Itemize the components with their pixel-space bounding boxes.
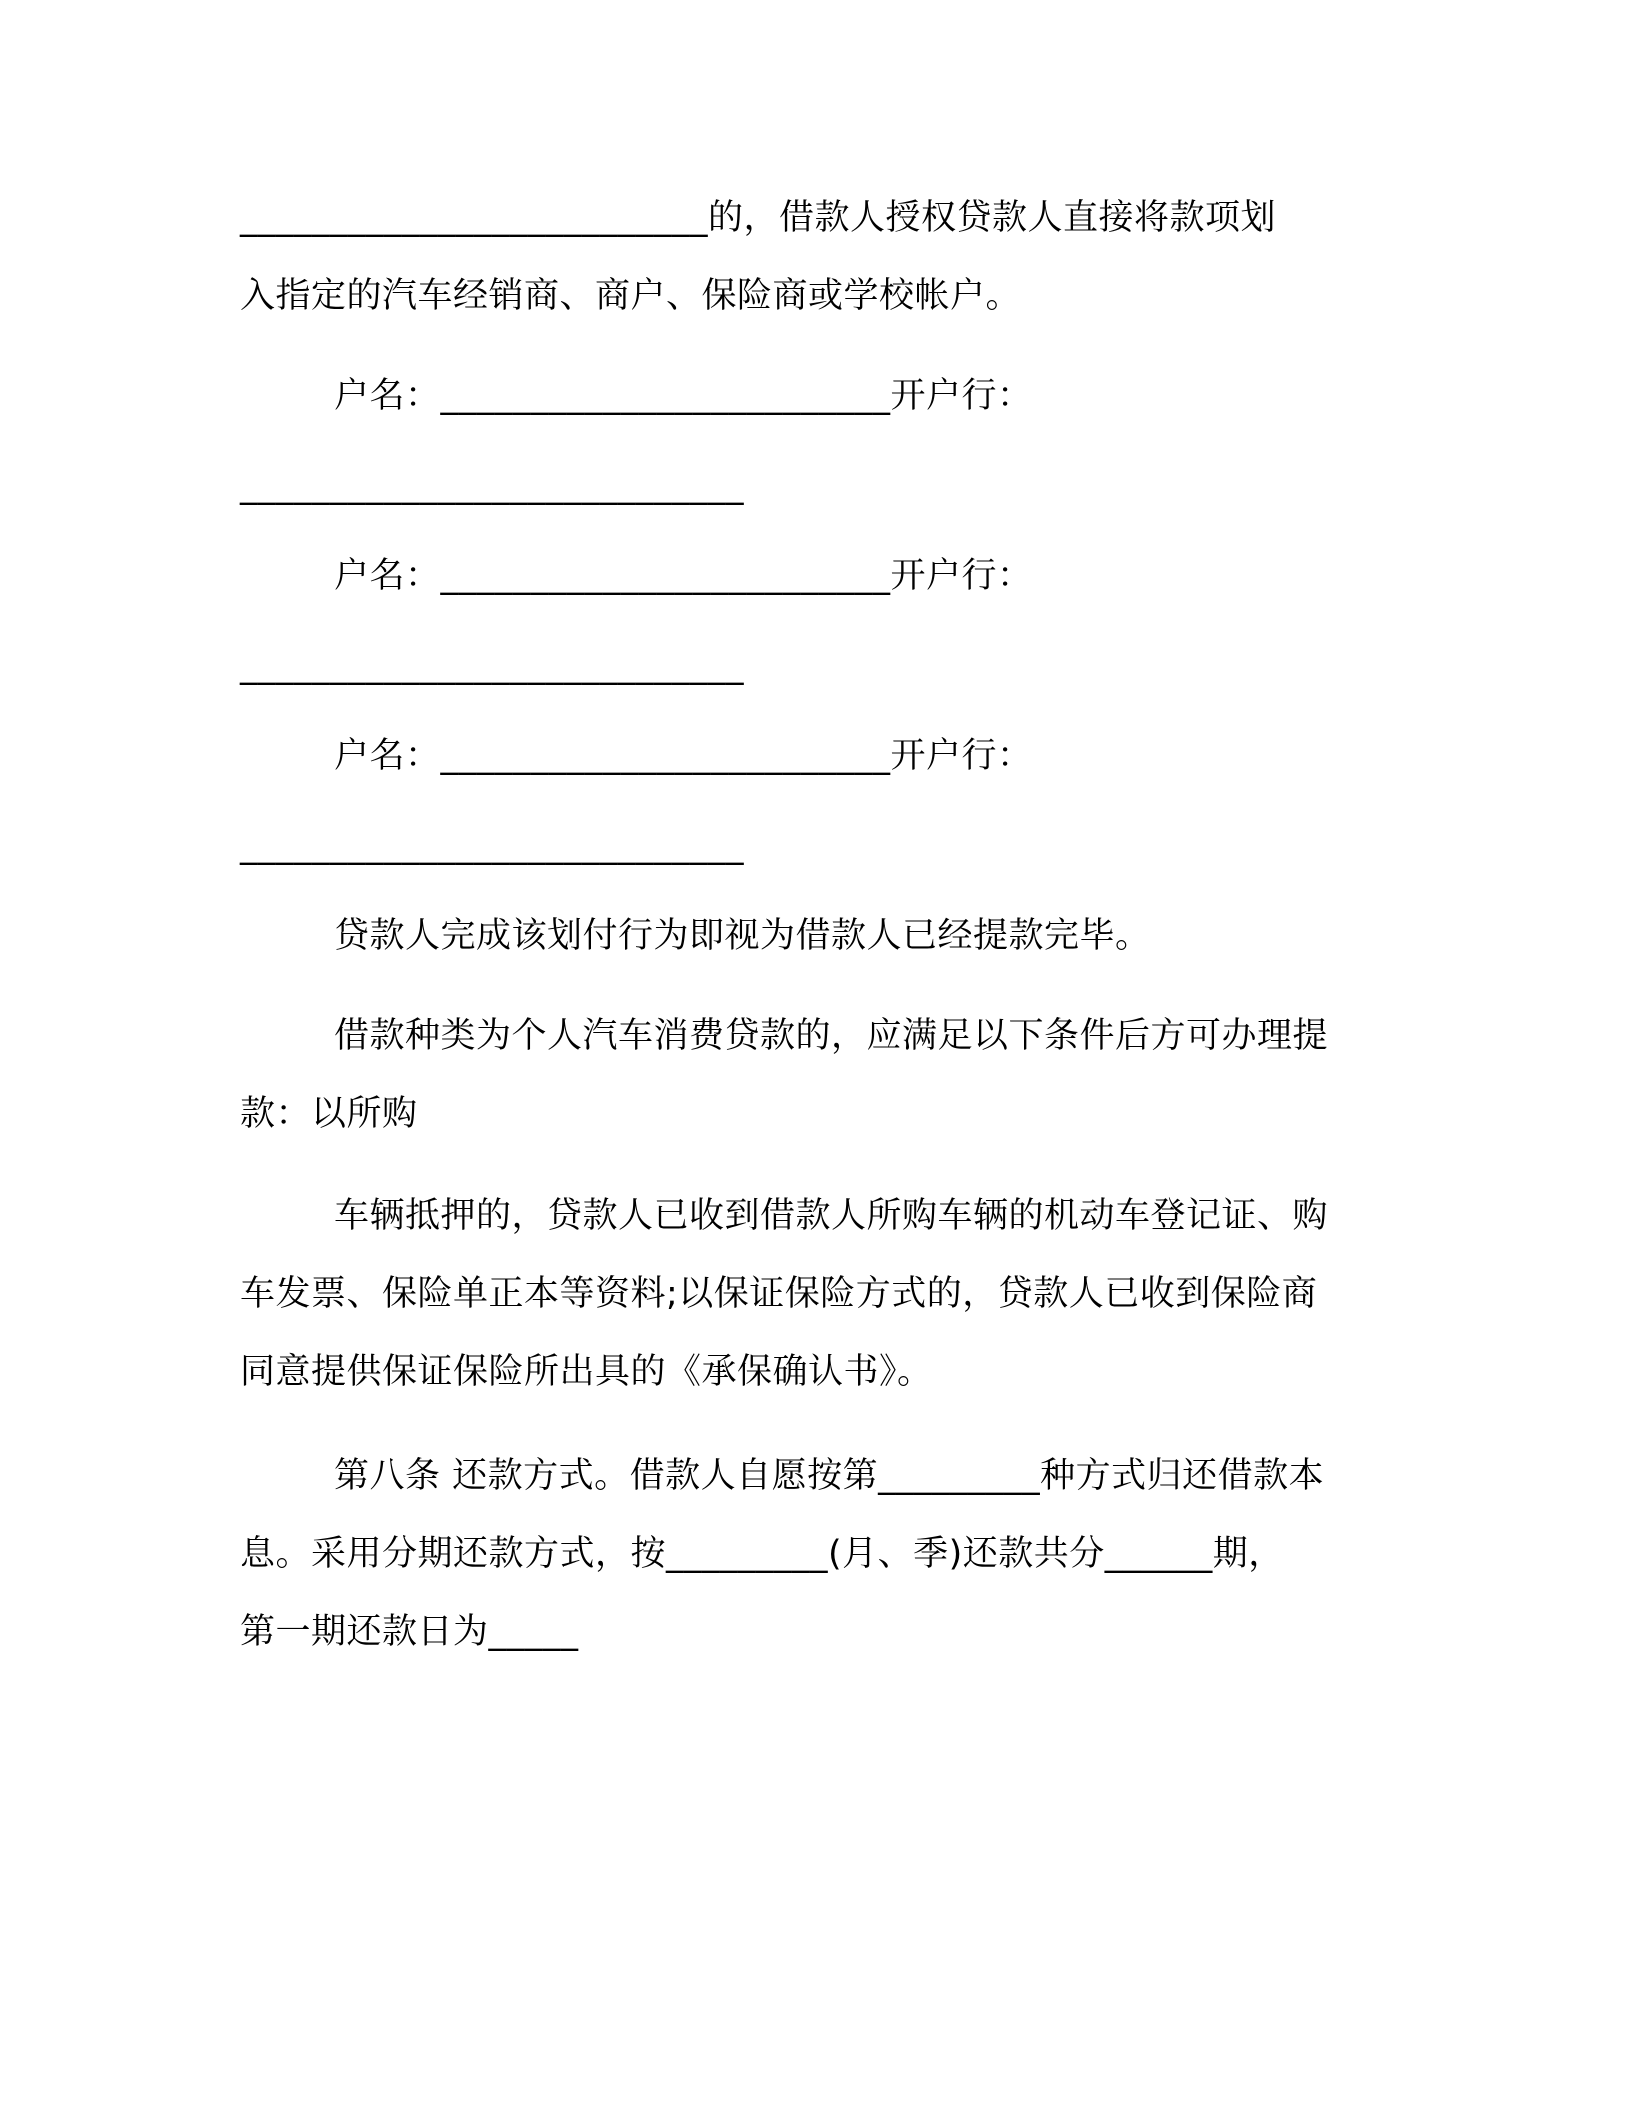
- bank-blank-line: ____________________________: [240, 466, 744, 506]
- paragraph-line: 贷款人完成该划付行为即视为借款人已经提款完毕。: [334, 916, 1151, 956]
- paragraph-line: 同意提供保证保险所出具的《承保确认书》。: [240, 1352, 933, 1392]
- article-heading-line: 第八条 还款方式。借款人自愿按第_________种方式归还借款本: [334, 1456, 1325, 1496]
- text-line: __________________________的，借款人授权贷款人直接将款项划: [240, 198, 1277, 238]
- bank-blank-line: ____________________________: [240, 826, 744, 866]
- account-name-field: 户名：_________________________开户行：: [334, 736, 1033, 776]
- paragraph-line: 第一期还款日为_____: [240, 1612, 579, 1652]
- account-name-field: 户名：_________________________开户行：: [334, 556, 1033, 596]
- text-line: 入指定的汽车经销商、商户、保险商或学校帐户。: [240, 276, 1022, 316]
- paragraph-line: 款：以所购: [240, 1094, 418, 1134]
- paragraph-line: 车发票、保险单正本等资料;以保证保险方式的，贷款人已收到保险商: [240, 1274, 1318, 1314]
- paragraph-line: 借款种类为个人汽车消费贷款的，应满足以下条件后方可办理提: [334, 1016, 1329, 1056]
- bank-blank-line: ____________________________: [240, 646, 744, 686]
- paragraph-line: 息。采用分期还款方式，按_________(月、季)还款共分______期，: [240, 1534, 1284, 1574]
- paragraph-line: 车辆抵押的，贷款人已收到借款人所购车辆的机动车登记证、购: [334, 1196, 1329, 1236]
- account-name-field: 户名：_________________________开户行：: [334, 376, 1033, 416]
